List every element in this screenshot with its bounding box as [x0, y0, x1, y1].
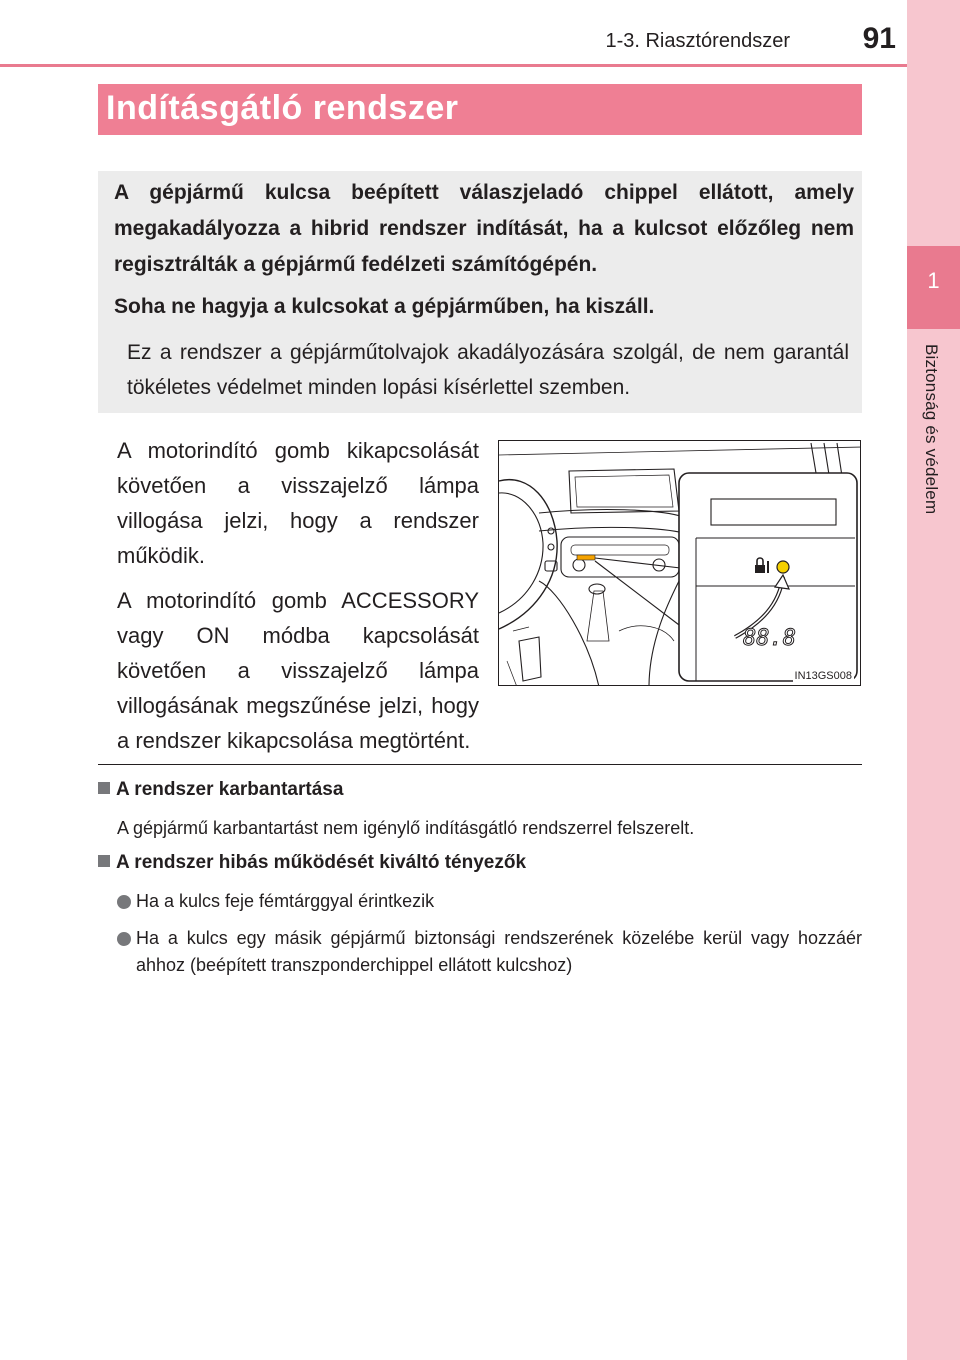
- body-paragraph-1: A motorindító gomb kikapcsolását követően a visszajelző lámpa villogása jelzi, hogy a rendszer működik.: [117, 438, 479, 568]
- bullet-dot-icon: [117, 932, 131, 946]
- bullet-dot-icon: [117, 895, 131, 909]
- dashboard-drawing: [499, 441, 861, 686]
- dashboard-illustration: [498, 440, 861, 686]
- intro-paragraph-3: Ez a rendszer a gépjárműtolvajok akadályozására szolgál, de nem garantál tökéletes védelmet minden lopási kísérlettel szemben.: [127, 341, 849, 399]
- figure-code: IN13GS008: [794, 670, 852, 682]
- notes-divider: [98, 764, 862, 765]
- list-item: [117, 925, 862, 979]
- heading-square-icon: [98, 782, 110, 794]
- malfunction-heading: [98, 852, 526, 874]
- header-rule: [0, 64, 907, 67]
- list-item-text: Ha a kulcs feje fémtárggyal érintkezik: [136, 891, 435, 911]
- maintenance-heading-text: A rendszer karbantartása: [116, 779, 344, 800]
- chapter-number: 1: [927, 268, 940, 293]
- page-title: Indításgátló rendszer: [106, 89, 459, 127]
- intro-box: [98, 171, 862, 413]
- chapter-sidebar: [907, 0, 960, 1360]
- heading-square-icon: [98, 855, 110, 867]
- page-number: 91: [862, 22, 896, 55]
- page-title-bar: [98, 84, 862, 135]
- body-text: [117, 433, 479, 768]
- chapter-title: Biztonság és védelem: [922, 344, 941, 515]
- maintenance-text: A gépjármű karbantartást nem igénylő indításgátló rendszerrel felszerelt.: [117, 818, 695, 838]
- section-title: 1-3. Riasztórendszer: [605, 30, 790, 52]
- list-item-text: Ha a kulcs egy másik gépjármű biztonsági rendszerének közelébe kerül vagy hozzáér ahhoz (beépített transzponderchippel ellátott kulcshoz): [136, 928, 862, 975]
- malfunction-heading-text: A rendszer hibás működését kiváltó tényezők: [116, 852, 527, 873]
- security-indicator-light: [777, 561, 789, 573]
- body-paragraph-2: A motorindító gomb ACCESSORY vagy ON módba kapcsolását követően a visszajelző lámpa villogásának megszűnése jelzi, hogy a rendszer kikapcsolása megtörtént.: [117, 588, 479, 753]
- display-digits: 88.8: [743, 626, 796, 651]
- maintenance-heading: [98, 779, 343, 801]
- list-item: [117, 888, 862, 915]
- intro-paragraph-1: A gépjármű kulcsa beépített válaszjeladó chippel ellátott, amely megakadályozza a hibrid rendszer indítását, ha a kulcsot előzőleg nem regisztrálták a gépjármű fedélzeti számítógépén.: [114, 181, 854, 276]
- intro-paragraph-2: Soha ne hagyja a kulcsokat a gépjárműben, ha kiszáll.: [114, 295, 655, 318]
